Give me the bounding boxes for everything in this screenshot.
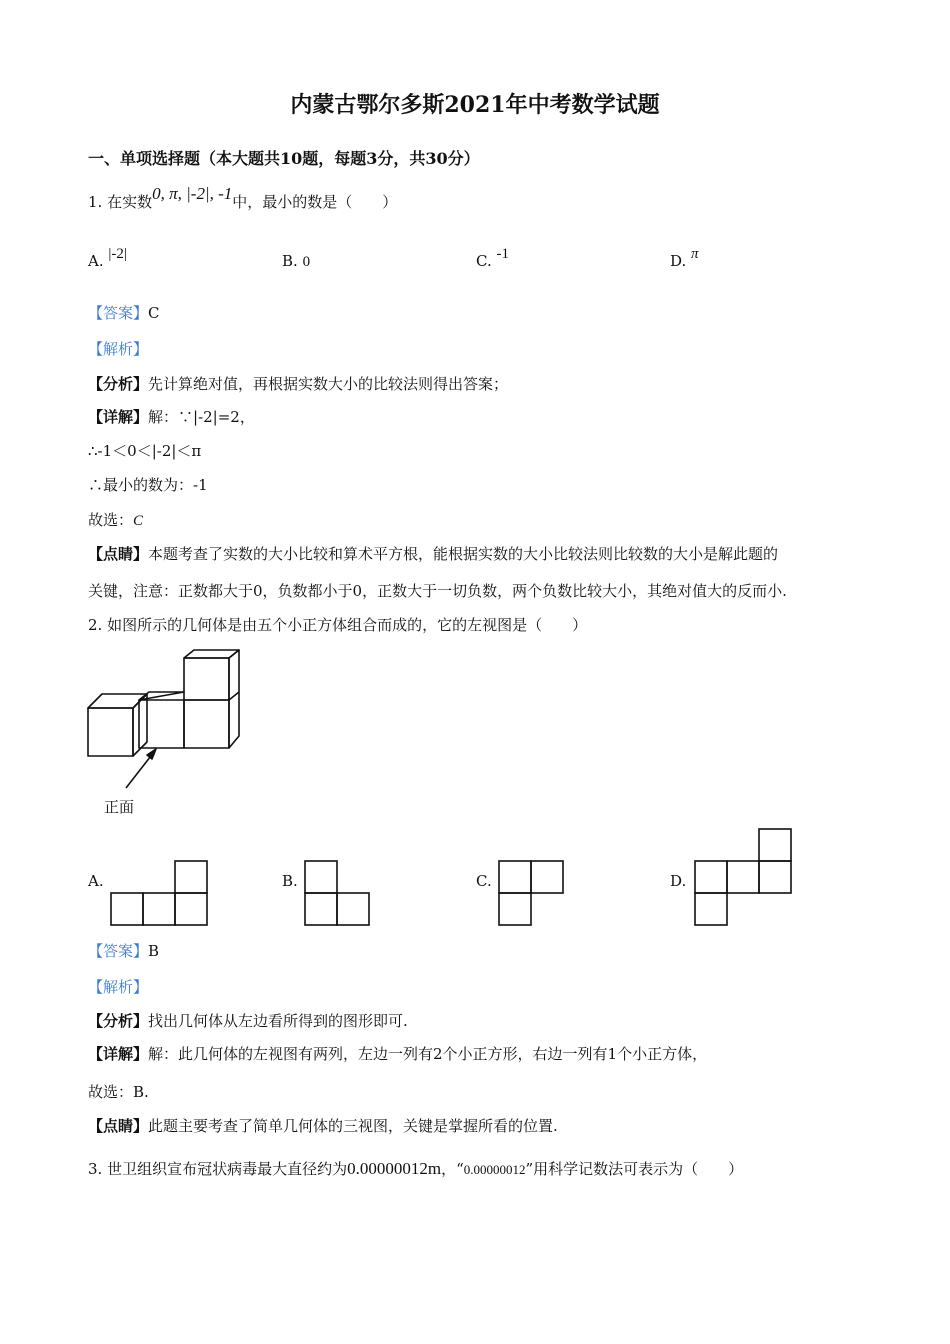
cube-left-side [133, 694, 147, 756]
answer-value: B [148, 942, 160, 960]
xiangjie-tag: 【详解】 [88, 408, 149, 426]
q1-answer [88, 302, 160, 323]
q2-option-a-letter[interactable]: A. [88, 872, 104, 890]
cube-top-front [184, 658, 229, 700]
q2-option-a-figure[interactable] [110, 860, 210, 926]
dianjing-text: 此题主要考查了简单几何体的三视图，关键是掌握所看的位置. [148, 1117, 558, 1135]
cube-middle-front [139, 700, 184, 748]
answer-value: C [148, 304, 160, 322]
answer-tag: 【答案】 [88, 942, 149, 960]
option-value: π [691, 246, 699, 262]
option-letter: D. [670, 252, 687, 270]
q1-math: 0, π, |-2|, -1 [152, 184, 233, 203]
q1-dianjing-cont: 关键，注意：正数都大于0，负数都小于0，正数大于一切负数，两个负数比较大小，其绝对值大的反而小. [88, 582, 787, 600]
q1-fenxi [88, 373, 508, 394]
q1-suffix: 中，最小的数是（ ） [232, 193, 398, 211]
option-value: -1 [496, 246, 509, 262]
answer-tag: 【答案】 [88, 304, 149, 322]
q2-dianjing [88, 1115, 558, 1136]
q2-xiangjie [88, 1043, 707, 1064]
xiangjie-text: 解：此几何体的左视图有两列，左边一列有2个小正方形，右边一列有1个小正方体， [148, 1045, 708, 1063]
q1-option-b[interactable] [282, 252, 310, 271]
guxuan-label: 故选： [88, 511, 134, 529]
question-1 [88, 184, 398, 212]
q3-prefix: 3. 世卫组织宣布冠状病毒最大直径约为 [88, 1160, 348, 1178]
question-2: 2. 如图所示的几何体是由五个小正方体组合而成的，它的左视图是（ ） [88, 616, 588, 634]
dianjing-tag: 【点睛】 [88, 1117, 149, 1135]
q2-answer [88, 940, 159, 961]
cube-left-top [88, 694, 147, 708]
q2-option-b-figure[interactable] [304, 860, 374, 926]
guxuan-value: C [133, 513, 144, 529]
q2-analysis-tag: 【解析】 [88, 978, 149, 996]
dianjing-text: 本题考查了实数的大小比较和算术平方根，能根据实数的大小比较法则比较数的大小是解此题的 [148, 545, 779, 563]
question-3 [88, 1158, 743, 1179]
q3-middle: ，“ [441, 1160, 464, 1178]
front-label: 正面 [104, 798, 135, 816]
q2-guxuan: 故选：B. [88, 1083, 149, 1101]
fenxi-text: 先计算绝对值，再根据实数大小的比较法则得出答案； [148, 375, 509, 393]
option-letter: A. [88, 252, 104, 270]
section-heading: 一、单项选择题（本大题共10题，每题3分，共30分） [88, 149, 480, 168]
fenxi-text: 找出几何体从左边看所得到的图形即可. [148, 1012, 408, 1030]
fenxi-tag: 【分析】 [88, 1012, 149, 1030]
q1-xiangjie [88, 406, 255, 427]
q2-fenxi [88, 1010, 408, 1031]
fenxi-tag: 【分析】 [88, 375, 149, 393]
option-value: 0 [302, 254, 311, 270]
q2-option-b-letter[interactable]: B. [282, 872, 298, 890]
option-value: |-2| [108, 246, 127, 262]
q1-option-d[interactable] [670, 246, 699, 271]
xiangjie-tag: 【详解】 [88, 1045, 149, 1063]
q3-math: 0.00000012m [347, 1159, 442, 1178]
q3-quoted: 0.00000012 [463, 1162, 526, 1177]
q1-dianjing [88, 543, 778, 564]
q2-option-c-letter[interactable]: C. [476, 872, 492, 890]
dianjing-tag: 【点睛】 [88, 545, 149, 563]
option-letter: C. [476, 252, 492, 270]
option-letter: B. [282, 252, 298, 270]
xiangjie-text: 解：∵|-2|=2， [148, 408, 255, 426]
q1-analysis-tag: 【解析】 [88, 340, 149, 358]
q3-suffix: ”用科学记数法可表示为（ ） [525, 1160, 744, 1178]
q1-option-c[interactable] [476, 246, 509, 271]
q2-option-d-figure[interactable] [694, 828, 794, 928]
cube-left-front [88, 708, 133, 756]
q1-prefix: 1. 在实数 [88, 193, 153, 211]
q1-step2: ∴最小的数为：-1 [88, 476, 208, 494]
q1-step1: ∴-1＜0＜|-2|＜π [88, 442, 202, 460]
document-title: 内蒙古鄂尔多斯2021年中考数学试题 [290, 92, 660, 118]
cube-right-front [184, 700, 229, 748]
q2-option-d-letter[interactable]: D. [670, 872, 687, 890]
q1-option-a[interactable] [88, 246, 127, 271]
q2-option-c-figure[interactable] [498, 860, 568, 926]
arrow-head [147, 749, 156, 759]
q1-guxuan [88, 509, 143, 530]
